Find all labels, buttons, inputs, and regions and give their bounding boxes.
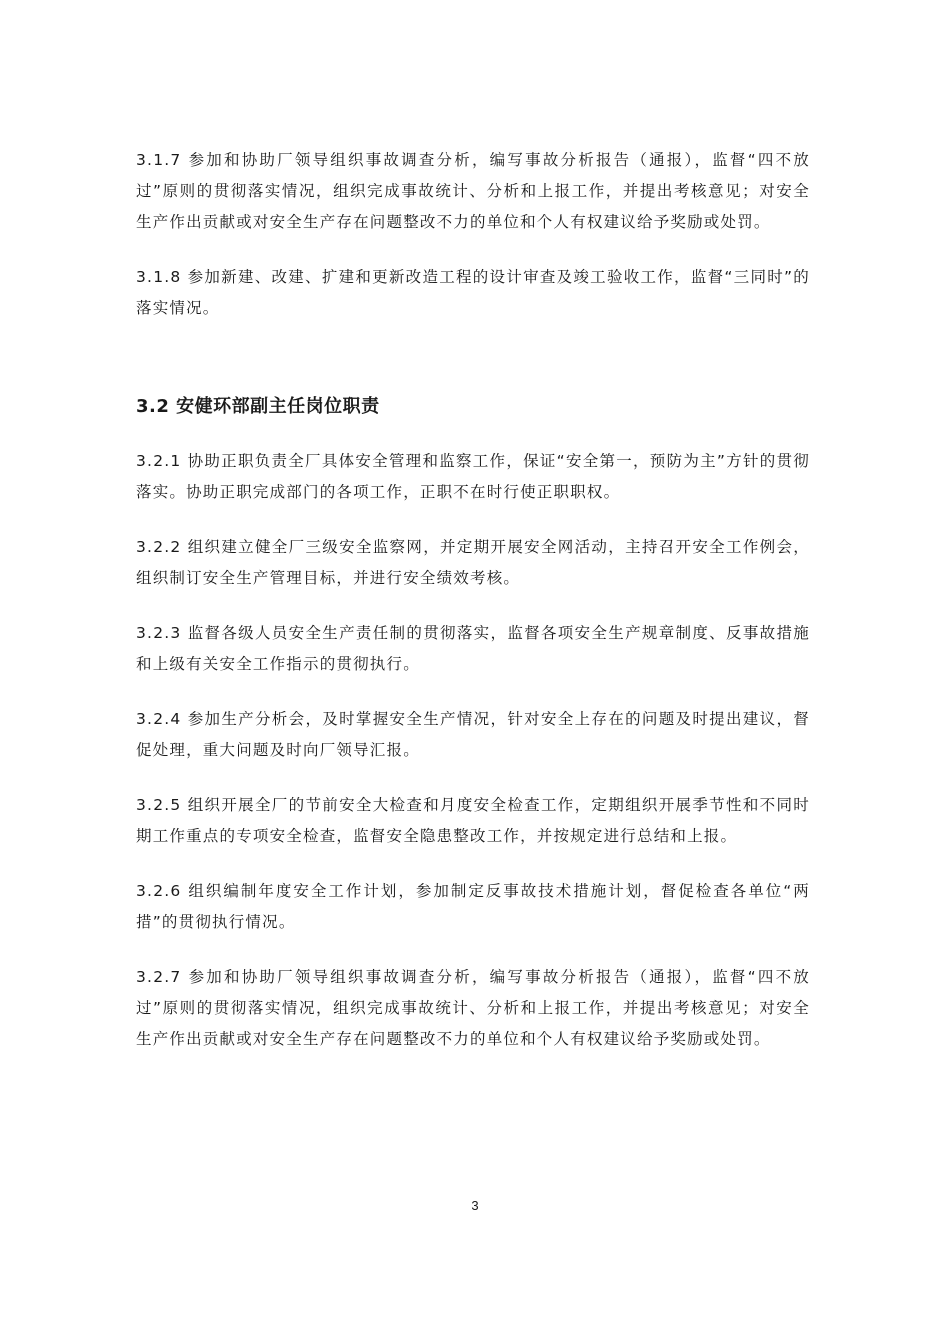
paragraph-3-2-2: 3.2.2 组织建立健全厂三级安全监察网，并定期开展安全网活动，主持召开安全工作例会，组织制订安全生产管理目标，并进行安全绩效考核。 — [136, 538, 810, 587]
document-body — [136, 145, 810, 1079]
paragraph-3-2-5: 3.2.5 组织开展全厂的节前安全大检查和月度安全检查工作，定期组织开展季节性和不同时期工作重点的专项安全检查，监督安全隐患整改工作，并按规定进行总结和上报。 — [136, 796, 810, 845]
paragraph-3-2-4: 3.2.4 参加生产分析会，及时掌握安全生产情况，针对安全上存在的问题及时提出建议，督促处理，重大问题及时向厂领导汇报。 — [136, 710, 810, 759]
paragraph-3-1-7: 3.1.7 参加和协助厂领导组织事故调查分析，编写事故分析报告（通报），监督“四不放过”原则的贯彻落实情况，组织完成事故统计、分析和上报工作，并提出考核意见；对安全生产作出贡献或对安全生产存在问题整改不力的单位和个人有权建议给予奖励或处罚。 — [136, 151, 810, 231]
paragraph-3-2-6: 3.2.6 组织编制年度安全工作计划，参加制定反事故技术措施计划，督促检查各单位“两措”的贯彻执行情况。 — [136, 882, 810, 931]
paragraph-3-1-8: 3.1.8 参加新建、改建、扩建和更新改造工程的设计审查及竣工验收工作，监督“三同时”的落实情况。 — [136, 268, 810, 317]
section-heading-3-2: 3.2 安健环部副主任岗位职责 — [136, 396, 380, 417]
paragraph-3-2-3: 3.2.3 监督各级人员安全生产责任制的贯彻落实，监督各项安全生产规章制度、反事故措施和上级有关安全工作指示的贯彻执行。 — [136, 624, 810, 673]
paragraph-3-2-7: 3.2.7 参加和协助厂领导组织事故调查分析，编写事故分析报告（通报），监督“四不放过”原则的贯彻落实情况，组织完成事故统计、分析和上报工作，并提出考核意见；对安全生产作出贡献或对安全生产存在问题整改不力的单位和个人有权建议给予奖励或处罚。 — [136, 968, 810, 1048]
page-number: 3 — [471, 1198, 479, 1213]
paragraph-3-2-1: 3.2.1 协助正职负责全厂具体安全管理和监察工作，保证“安全第一，预防为主”方针的贯彻落实。协助正职完成部门的各项工作，正职不在时行使正职职权。 — [136, 452, 810, 501]
